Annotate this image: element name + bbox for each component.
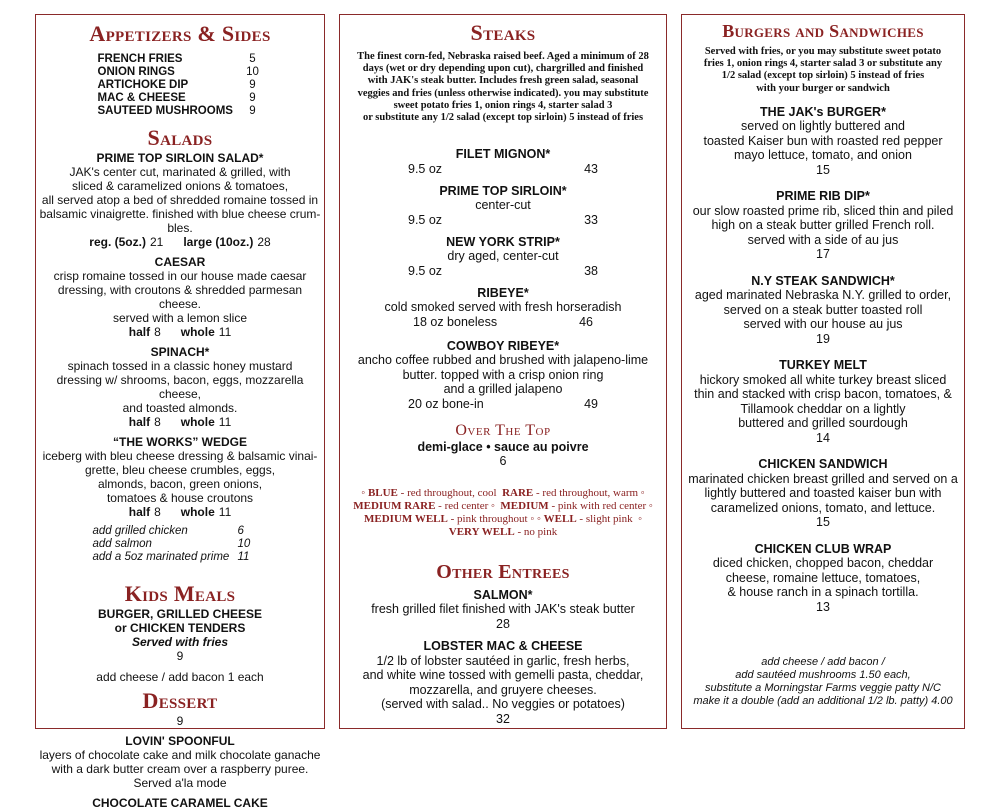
prime-salad-desc: all served atop a bed of shredded romaine tossed in [41,193,319,207]
chicken-sandwich-desc: lightly buttered and toasted kaiser bun with [704,486,942,501]
list-item: add salmon 10 [92,538,251,550]
prime-rib-name: PRIME RIB DIP* [776,189,870,204]
chicken-club-wrap-desc: cheese, romaine lettuce, tomatoes, [725,570,921,585]
caesar-desc: dressing, with croutons & shredded parmesan cheese. [57,283,303,311]
prime-salad-desc: bles. [167,221,193,235]
spinach-desc: spinach tossed in a classic honey mustard [67,359,293,373]
steaks-title: Steaks [470,20,536,45]
salmon-price: 28 [496,616,510,631]
right-column [681,14,965,729]
ny-steak-sandwich-desc: aged marinated Nebraska N.Y. grilled to order, [694,288,952,303]
nystrip-name: NEW YORK STRIP* [446,234,560,249]
jaks-burger-price: 15 [816,162,830,177]
list-item: MAC & CHEESE 9 [97,92,256,104]
ribeye-size-price: 18 oz boneless 46 [413,314,593,329]
caesar-desc: crisp romaine tossed in our house made caesar [53,269,307,283]
dessert-title: Dessert [142,688,218,713]
over-the-top-price: 6 [499,454,507,469]
list-item: FRENCH FRIES 5 [97,53,256,65]
left-column [35,14,325,810]
burgers-intro: Served with fries, or you may substitute sweet potato fries 1, onion rings 4, starter salad 3 or substitute any 1/2 salad (except top sirloin) 5 instead of fries with your burger or sandwich [703,46,943,94]
works-desc: tomatoes & house croutons [106,491,254,505]
list-item: ARTICHOKE DIP 9 [97,79,256,91]
chicken-club-wrap-name: CHICKEN CLUB WRAP [754,541,892,556]
ny-steak-sandwich-name: N.Y STEAK SANDWICH* [751,273,895,288]
lobster-desc: and white wine tossed with gemelli pasta, cheddar, [362,668,644,683]
filet-size-price: 9.5 oz 43 [408,161,598,176]
turkey-melt-desc: Tillamook cheddar on a lightly [740,401,906,416]
list-item: add a 5oz marinated prime 11 [92,551,250,563]
burgers-title: Burgers and Sandwiches [722,21,924,41]
chicken-sandwich-price: 15 [816,515,830,530]
list-item: SAUTEED MUSHROOMS 9 [97,105,256,117]
chicken-club-wrap-desc: diced chicken, chopped bacon, cheddar [712,556,934,571]
kids-price: 9 [176,649,184,663]
kids-addon: add cheese / add bacon 1 each [96,670,264,684]
works-name: “THE WORKS” WEDGE [113,435,247,449]
nystrip-size-price: 9.5 oz 38 [408,263,598,278]
nystrip-desc: dry aged, center-cut [447,249,559,264]
jaks-burger-desc: served on lightly buttered and [741,119,905,134]
ribeye-desc: cold smoked served with fresh horseradish [384,300,622,315]
dessert-item-name: CHOCOLATE CARAMEL CAKE [92,796,268,810]
burgers-footer: add cheese / add bacon / add sautéed mushrooms 1.50 each, substitute a Morningstar Farms veggie patty N/C make it a double (add an additional 1/2 lb. patty) 4.00 [693,656,953,708]
chicken-sandwich-name: CHICKEN SANDWICH [758,457,888,472]
lobster-price: 32 [496,711,510,726]
prime-salad-prices: reg. (5oz.) 21 large (10oz.) 28 [89,235,271,249]
chicken-club-wrap-price: 13 [816,599,830,614]
ny-steak-sandwich-desc: served with our house au jus [743,317,903,332]
cowboy-name: COWBOY RIBEYE* [446,338,560,353]
dessert-item-desc: with a dark butter cream over a raspberry puree. [51,762,309,776]
ribeye-name: RIBEYE* [477,285,529,300]
appetizers-title: Appetizers & Sides [89,21,271,46]
turkey-melt-desc: hickory smoked all white turkey breast sliced [699,372,947,387]
salmon-desc: fresh grilled filet finished with JAK's steak butter [371,602,635,617]
jaks-burger-desc: mayo lettuce, tomato, and onion [734,148,912,163]
appetizer-list [98,53,263,118]
cowboy-desc: butter. topped with a crisp onion ring [402,367,604,382]
prime-salad-name: PRIME TOP SIRLOIN SALAD* [96,151,264,165]
prime-sirloin-size-price: 9.5 oz 33 [408,212,598,227]
kids-title: Kids Meals [124,581,236,606]
works-desc: iceberg with bleu cheese dressing & balsamic vinai- [42,449,318,463]
chicken-sandwich-desc: caramelized onions, tomato, and lettuce. [710,500,936,515]
lobster-desc: (served with salad.. No veggies or potatoes) [381,697,625,712]
jaks-burger-desc: toasted Kaiser bun with roasted red pepper [703,133,943,148]
entrees-title: Other Entrees [436,560,570,583]
list-item: add grilled chicken 6 [92,525,244,537]
prime-rib-desc: served with a side of au jus [747,232,899,247]
prime-salad-desc: balsamic vinaigrette. finished with blue cheese crum- [39,207,321,221]
turkey-melt-desc: buttered and grilled sourdough [738,416,908,431]
lobster-desc: 1/2 lb of lobster sautéed in garlic, fresh herbs, [376,653,630,668]
spinach-desc: and toasted almonds. [122,401,238,415]
dessert-item-desc: layers of chocolate cake and milk chocolate ganache [39,748,321,762]
temperature-guide: ◦ BLUE - red throughout, cool RARE - red throughout, warm ◦ MEDIUM RARE - red center ◦ MEDIUM - pink with red center ◦ MEDIUM WELL - pink throughout ◦ ◦ WELL - slight pink ◦ VERY WELL - no pink [353,486,653,538]
list-item: ONION RINGS 10 [97,66,259,78]
chicken-club-wrap-desc: & house ranch in a spinach tortilla. [727,585,919,600]
kids-line: or CHICKEN TENDERS [114,621,246,635]
cowboy-desc: and a grilled jalapeno [443,382,563,397]
works-desc: grette, bleu cheese crumbles, eggs, [84,463,276,477]
spinach-desc: dressing w/ shrooms, bacon, eggs, mozzarella cheese, [56,373,304,401]
cowboy-size-price: 20 oz bone-in 49 [408,396,598,411]
prime-rib-desc: high on a steak butter grilled French roll. [711,218,935,233]
lobster-name: LOBSTER MAC & CHEESE [423,639,583,654]
ny-steak-sandwich-price: 19 [816,331,830,346]
dessert-item-desc: Served a'la mode [133,776,227,790]
salads-title: Salads [147,125,213,150]
prime-salad-desc: JAK's center cut, marinated & grilled, with [69,165,291,179]
spinach-name: SPINACH* [150,345,210,359]
salmon-name: SALMON* [473,587,533,602]
works-desc: almonds, bacon, green onions, [97,477,263,491]
prime-sirloin-name: PRIME TOP SIRLOIN* [439,183,567,198]
prime-sirloin-desc: center-cut [475,198,531,213]
spinach-prices: half 8 whole 11 [128,415,232,429]
over-the-top-title: Over The Top [455,421,551,439]
turkey-melt-price: 14 [816,430,830,445]
dessert-price: 9 [176,714,184,728]
prime-rib-price: 17 [816,247,830,262]
filet-name: FILET MIGNON* [455,147,551,162]
jaks-burger-name: THE JAK's BURGER* [760,104,886,119]
prime-rib-desc: our slow roasted prime rib, sliced thin and piled [692,203,954,218]
turkey-melt-desc: thin and stacked with crisp bacon, tomatoes, & [694,387,952,402]
middle-column [339,14,667,729]
chicken-sandwich-desc: marinated chicken breast grilled and served on a [688,471,958,486]
kids-line: Served with fries [131,635,229,649]
cowboy-desc: ancho coffee rubbed and brushed with jalapeno-lime [357,353,649,368]
over-the-top-desc: demi-glace • sauce au poivre [417,439,589,454]
dessert-item-name: LOVIN' SPOONFUL [125,734,235,748]
caesar-name: CAESAR [154,255,206,269]
works-prices: half 8 whole 11 [128,505,232,519]
caesar-prices: half 8 whole 11 [128,325,232,339]
turkey-melt-name: TURKEY MELT [779,358,867,373]
kids-line: BURGER, GRILLED CHEESE [97,607,262,621]
steaks-intro: The finest corn-fed, Nebraska raised beef. Aged a minimum of 28 days (wet or dry depending upon cut), chargrilled and finished with JAK's steak butter. Includes fresh green salad, seasonal veggies and fries (unless otherwise indicated). you may substitute sweet potato fries 1, onion rings 4, starter salad 3 or substitute any 1/2 salad (except top sirloin) 5 instead of fries [357,51,649,124]
caesar-desc: served with a lemon slice [112,311,248,325]
salad-addons [93,525,268,564]
prime-salad-desc: sliced & caramelized onions & tomatoes, [71,179,289,193]
lobster-desc: mozzarella, and gruyere cheeses. [409,682,597,697]
ny-steak-sandwich-desc: served on a steak butter toasted roll [723,302,923,317]
